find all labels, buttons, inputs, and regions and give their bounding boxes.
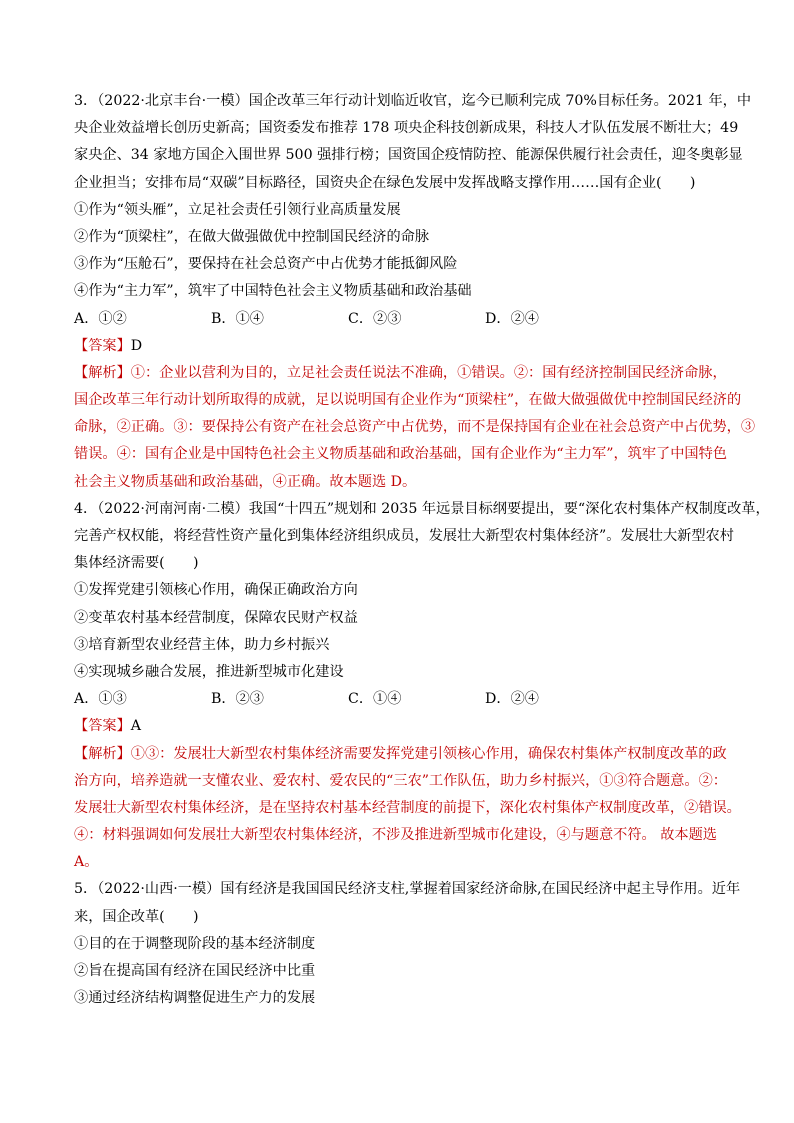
- answer-value: D: [130, 337, 143, 354]
- analysis-line: 治方向，培养造就一支懂农业、爱农村、爱农民的“三农”工作队伍，助力乡村振兴，①③符合题意。②：: [74, 772, 727, 789]
- question-3: [74, 88, 754, 496]
- answer-label: 【答案】: [74, 337, 131, 354]
- answer-value: A: [130, 718, 142, 735]
- option-a: A．①③: [74, 691, 127, 708]
- question-stem-line: 家央企、34 家地方国企入围世界 500 强排行榜；国资国企疫情防控、能源保供履行社会责任，迎冬奥彰显: [74, 147, 743, 164]
- option-b: B．②③: [211, 691, 264, 708]
- statement-item: ①发挥党建引领核心作用，确保正确政治方向: [74, 582, 358, 599]
- analysis-line: A。: [74, 854, 99, 871]
- answer-line: [74, 333, 754, 360]
- question-5: [74, 876, 754, 1012]
- analysis-label: 【解析】: [74, 745, 131, 762]
- option-b: B．①④: [211, 310, 264, 327]
- statement-item: ③通过经济结构调整促进生产力的发展: [74, 990, 316, 1007]
- option-c: C．②③: [348, 310, 402, 327]
- statement-item: ①作为“领头雁”，立足社会责任引领行业高质量发展: [74, 201, 401, 218]
- statement-item: ②作为“顶梁柱”，在做大做强做优中控制国民经济的命脉: [74, 228, 430, 245]
- question-stem-line: 4．（2022·河南河南·二模）我国“十四五”规划和 2035 年远景目标纲要提出，要“深化农村集体产权制度改革，: [74, 500, 770, 517]
- question-stem-line: 央企业效益增长创历史新高；国资委发布推荐 178 项央企科技创新成果，科技人才队伍发展不断壮大；49: [74, 120, 739, 137]
- answer-line: [74, 713, 754, 740]
- statement-item: ③作为“压舱石”，要保持在社会总资产中占优势才能抵御风险: [74, 256, 458, 273]
- analysis-line: 发展壮大新型农村集体经济，是在坚持农村基本经营制度的前提下，深化农村集体产权制度改革，②错误。: [74, 799, 741, 816]
- analysis-line: 社会主义物质基础和政治基础，④正确。故本题选 D。: [74, 473, 417, 490]
- question-stem-line: 完善产权权能，将经营性资产量化到集体经济组织成员，发展壮大新型农村集体经济”。发展壮大新型农村: [74, 528, 734, 544]
- answer-options: [74, 306, 754, 333]
- option-c: C．①④: [348, 691, 402, 708]
- analysis-line: 错误。④：国有企业是中国特色社会主义物质基础和政治基础，国有企业作为“主力军”，筑牢了中国特色: [74, 446, 727, 463]
- document-content: [74, 88, 770, 1012]
- analysis-line: ④：材料强调如何发展壮大新型农村集体经济，不涉及推进新型城市化建设，④与题意不符。 故本题选: [74, 827, 717, 844]
- question-stem-line: 5．（2022·山西·一模）国有经济是我国国民经济支柱,掌握着国家经济命脉,在国民经济中起主导作用。近年: [74, 881, 741, 898]
- analysis-text: ①③：发展壮大新型农村集体经济需要发挥党建引领核心作用，确保农村集体产权制度改革的政: [130, 745, 727, 762]
- statement-item: ④实现城乡融合发展，推进新型城市化建设: [74, 663, 344, 680]
- option-d: D．②④: [485, 310, 539, 327]
- option-d: D．②④: [485, 691, 539, 708]
- analysis-line: [74, 741, 754, 768]
- analysis-line: 国企改革三年行动计划所取得的成就，足以说明国有企业作为“顶梁柱”，在做大做强做优中控制国民经济的: [74, 392, 742, 409]
- analysis-label: 【解析】: [74, 364, 131, 381]
- answer-label: 【答案】: [74, 718, 131, 735]
- analysis-line: 命脉，②正确。③：要保持公有资产在社会总资产中占优势，而不是保持国有企业在社会总资产中占优势，③: [74, 419, 756, 436]
- statement-item: ①目的在于调整现阶段的基本经济制度: [74, 935, 316, 952]
- statement-item: ③培育新型农业经营主体，助力乡村振兴: [74, 636, 330, 653]
- answer-options: [74, 686, 754, 713]
- analysis-text: ①：企业以营利为目的，立足社会责任说法不准确，①错误。②：国有经济控制国民经济命脉，: [130, 364, 727, 381]
- option-a: A．①②: [74, 310, 127, 327]
- question-stem-line: 集体经济需要( ): [74, 555, 199, 572]
- question-stem-line: 3．（2022·北京丰台·一模）国企改革三年行动计划临近收官，迄今已顺利完成 70%目标任务。2021 年，中: [74, 93, 752, 109]
- question-stem-line: 企业担当；安排布局“双碳”目标路径，国资央企在绿色发展中发挥战略支撑作用……国有企业( ): [74, 174, 696, 191]
- statement-item: ②变革农村基本经营制度，保障农民财产权益: [74, 609, 358, 626]
- analysis-line: [74, 360, 754, 387]
- question-4: [74, 496, 770, 877]
- question-stem-line: 来，国企改革( ): [74, 908, 199, 925]
- statement-item: ④作为“主力军”，筑牢了中国特色社会主义物质基础和政治基础: [74, 283, 472, 300]
- statement-item: ②旨在提高国有经济在国民经济中比重: [74, 963, 316, 979]
